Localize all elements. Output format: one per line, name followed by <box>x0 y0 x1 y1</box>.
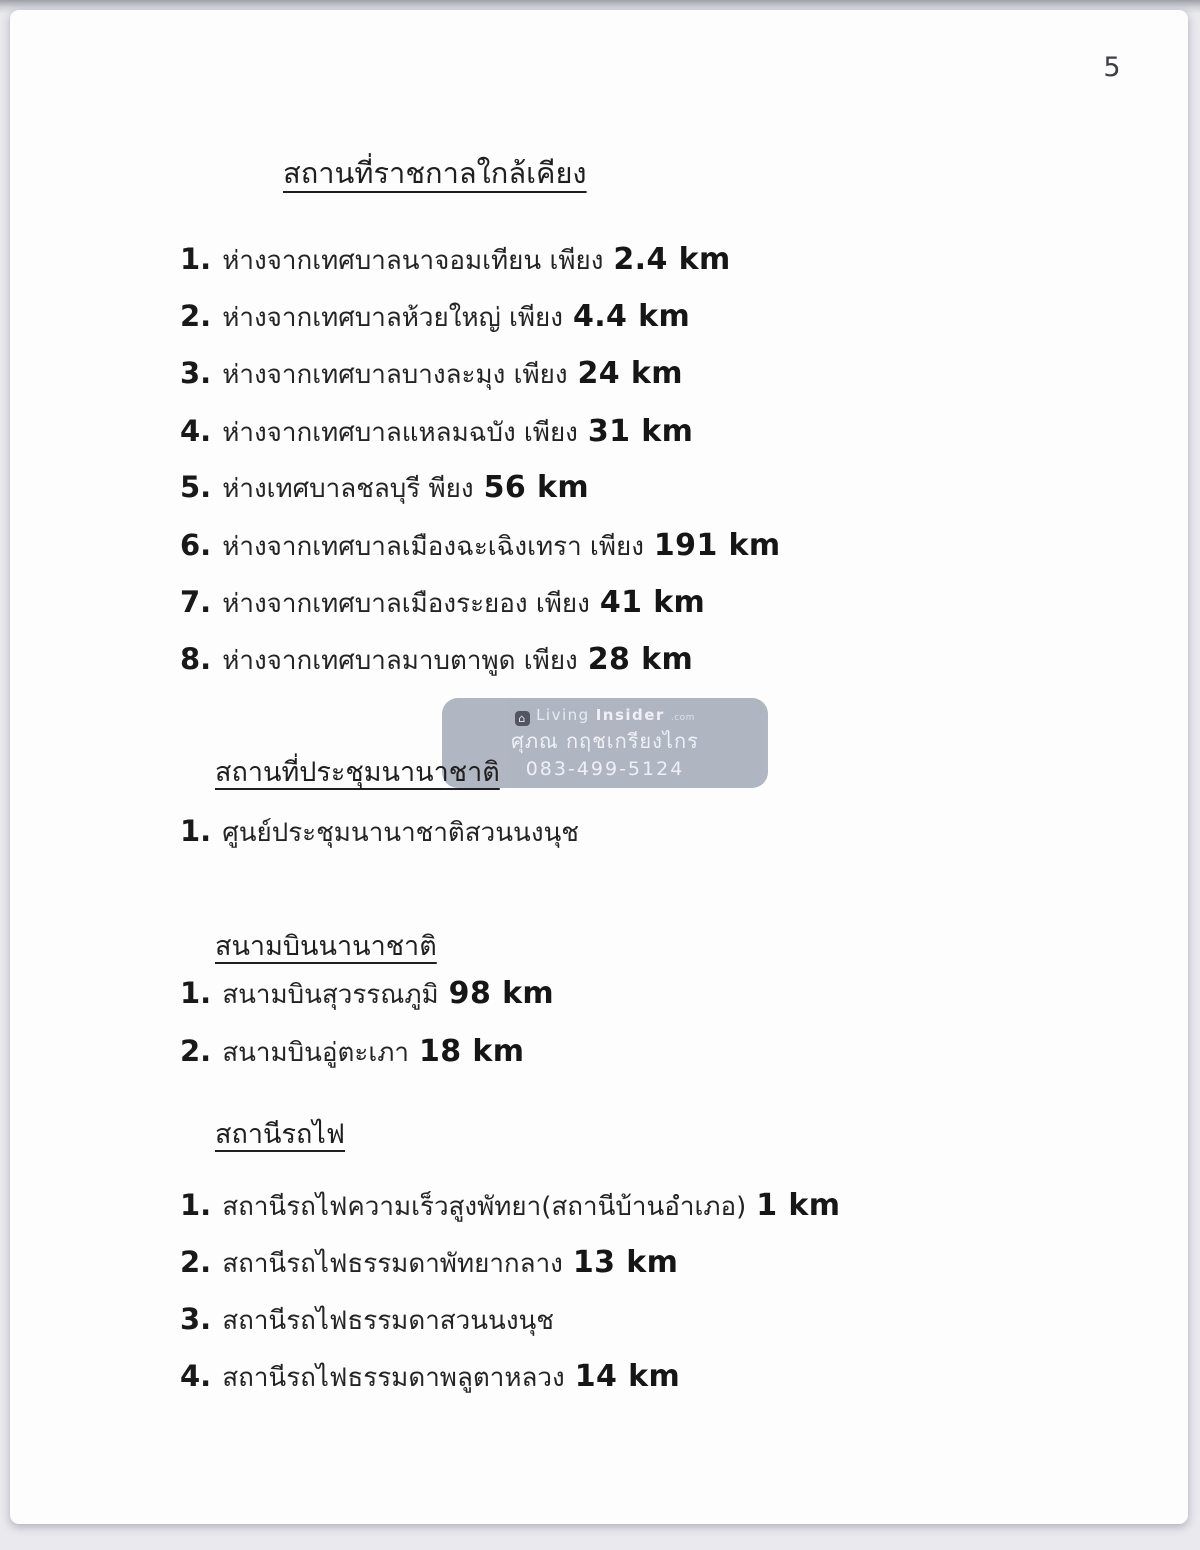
item-distance: 56 km <box>483 470 589 505</box>
list-item <box>180 1357 680 1398</box>
list-item <box>180 812 589 853</box>
item-text: ห่างจากเทศบาลนาจอมเทียน เพียง <box>222 246 604 276</box>
watermark-phone: 083-499-5124 <box>525 758 685 780</box>
item-distance: 24 km <box>577 356 683 391</box>
item-number: 4. <box>180 414 212 448</box>
watermark-brand-living: Living <box>536 706 590 724</box>
item-number: 6. <box>180 528 212 562</box>
item-number: 2. <box>180 1034 212 1068</box>
list-item <box>180 468 589 509</box>
item-distance: 4.4 km <box>572 299 691 334</box>
item-text: ห่างจากเทศบาลแหลมฉบัง เพียง <box>222 418 578 448</box>
watermark-brand <box>515 706 695 724</box>
watermark-brand-insider: Insider <box>595 706 665 724</box>
item-distance: 18 km <box>418 1034 525 1069</box>
list-item <box>180 1243 678 1284</box>
item-number: 4. <box>180 1359 212 1393</box>
item-number: 1. <box>180 242 212 276</box>
list-item <box>180 526 781 567</box>
livinginsider-logo-icon: ⌂ <box>515 711 530 726</box>
item-distance: 14 km <box>574 1359 681 1394</box>
item-number: 2. <box>180 1245 212 1279</box>
list-item <box>180 1300 564 1341</box>
section-heading-convention: สถานที่ประชุมนานาชาติ <box>215 757 500 788</box>
document-page <box>10 10 1188 1524</box>
item-text: ห่างจากเทศบาลเมืองฉะเฉิงเทรา เพียง <box>222 532 644 562</box>
item-distance: 1 km <box>756 1188 841 1223</box>
item-number: 1. <box>180 814 212 848</box>
item-number: 7. <box>180 585 212 619</box>
item-text: สถานีรถไฟธรรมดาพัทยากลาง <box>222 1249 563 1279</box>
item-distance: 191 km <box>653 528 781 563</box>
item-text: ห่างจากเทศบาลมาบตาพูด เพียง <box>222 646 578 676</box>
list-item <box>180 640 693 681</box>
item-text: สถานีรถไฟธรรมดาสวนนงนุช <box>222 1306 554 1336</box>
section-heading-airports: สนามบินนานาชาติ <box>215 931 437 962</box>
list-item <box>180 1186 840 1227</box>
item-text: ศูนย์ประชุมนานาชาติสวนนงนุช <box>222 818 579 848</box>
list-item <box>180 974 554 1015</box>
list-item <box>180 412 693 453</box>
watermark-brand-tld: .com <box>670 713 695 723</box>
item-distance: 31 km <box>587 414 694 449</box>
item-number: 3. <box>180 1302 212 1336</box>
section-heading-government-places: สถานที่ราชกาลใกล้เคียง <box>283 156 587 190</box>
list-item <box>180 354 683 395</box>
section-heading-train-stations: สถานีรถไฟ <box>215 1119 345 1150</box>
item-number: 1. <box>180 976 212 1010</box>
list-item <box>180 297 690 338</box>
item-distance: 41 km <box>599 585 706 620</box>
item-distance: 98 km <box>448 976 555 1011</box>
item-number: 2. <box>180 299 212 333</box>
item-text: สถานีรถไฟความเร็วสูงพัทยา(สถานีบ้านอำเภอ) <box>222 1192 747 1222</box>
list-item <box>180 240 731 281</box>
item-text: ห่างจากเทศบาลห้วยใหญ่ เพียง <box>222 303 563 333</box>
page-number: 5 <box>1103 52 1121 83</box>
item-distance: 13 km <box>572 1245 679 1280</box>
item-number: 8. <box>180 642 212 676</box>
item-number: 3. <box>180 356 212 390</box>
item-text: สนามบินอู่ตะเภา <box>222 1038 409 1068</box>
item-distance: 28 km <box>587 642 694 677</box>
item-number: 5. <box>180 470 212 504</box>
item-text: สนามบินสุวรรณภูมิ <box>222 980 439 1010</box>
item-text: ห่างเทศบาลชลบุรี พียง <box>222 474 474 504</box>
item-text: ห่างจากเทศบาลบางละมุง เพียง <box>222 360 568 390</box>
item-number: 1. <box>180 1188 212 1222</box>
list-item <box>180 583 705 624</box>
item-distance: 2.4 km <box>613 242 731 277</box>
list-item <box>180 1032 524 1073</box>
item-text: สถานีรถไฟธรรมดาพลูตาหลวง <box>222 1363 565 1393</box>
watermark-agent-name: ศุภณ กฤชเกรียงไกร <box>511 729 699 753</box>
item-text: ห่างจากเทศบาลเมืองระยอง เพียง <box>222 589 590 619</box>
